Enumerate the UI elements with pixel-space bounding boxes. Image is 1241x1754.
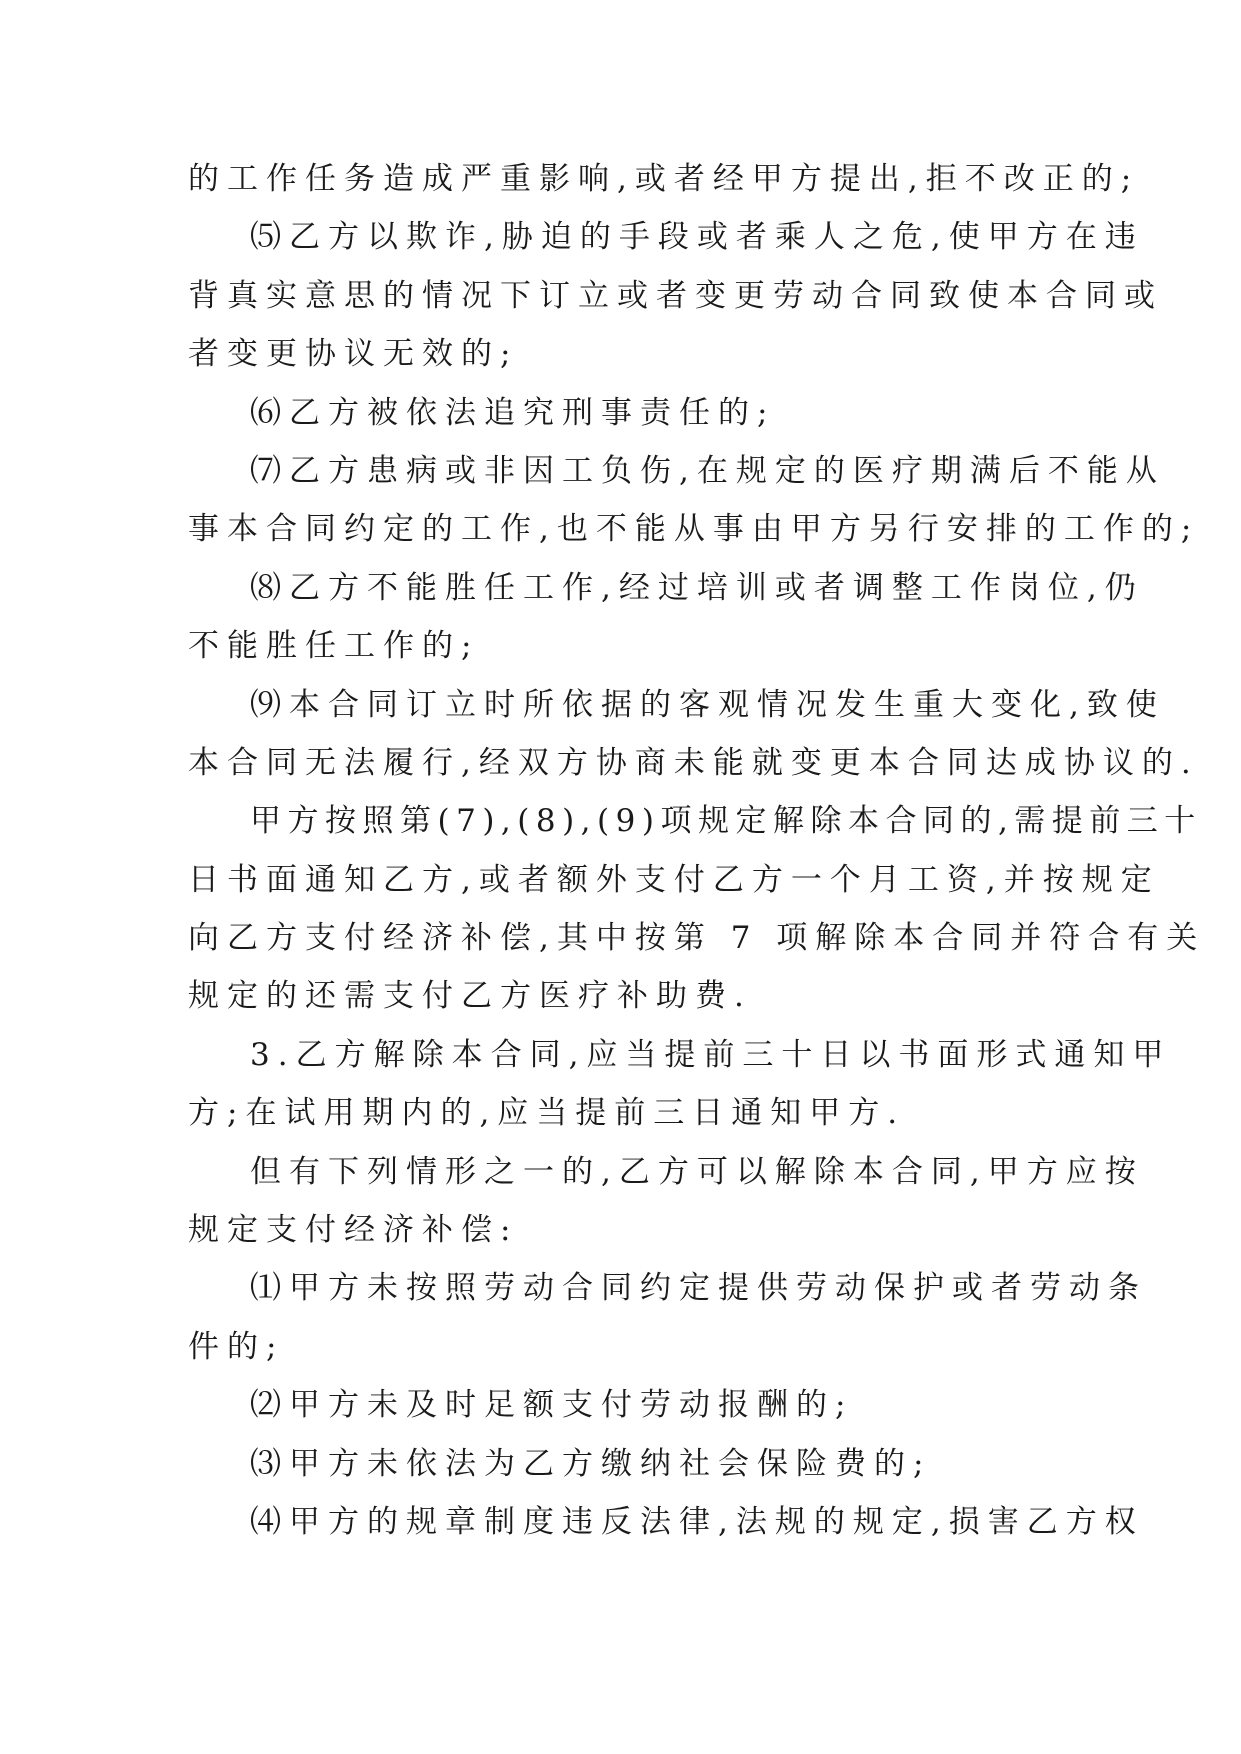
text-line: 3.乙方解除本合同,应当提前三十日以书面形式通知甲 — [250, 1036, 1172, 1073]
text-line: 不能胜任工作的; — [188, 628, 480, 665]
text-line: ⑵甲方未及时足额支付劳动报酬的; — [250, 1387, 854, 1424]
text-line: 本合同无法履行,经双方协商未能就变更本合同达成协议的. — [188, 744, 1199, 781]
text-line: 背真实意思的情况下订立或者变更劳动合同致使本合同或 — [188, 277, 1163, 314]
text-line: 甲方按照第(7),(8),(9)项规定解除本合同的,需提前三十 — [250, 803, 1202, 840]
text-line: 日书面通知乙方,或者额外支付乙方一个月工资,并按规定 — [188, 861, 1160, 898]
text-line: ⑶甲方未依法为乙方缴纳社会保险费的; — [250, 1445, 932, 1482]
text-line: ⑴甲方未按照劳动合同约定提供劳动保护或者劳动条 — [250, 1270, 1147, 1307]
text-line: 但有下列情形之一的,乙方可以解除本合同,甲方应按 — [250, 1153, 1144, 1190]
text-line: 件的; — [188, 1328, 285, 1365]
text-line: ⑼本合同订立时所依据的客观情况发生重大变化,致使 — [250, 686, 1165, 723]
text-line: 方;在试用期内的,应当提前三日通知甲方. — [188, 1095, 906, 1132]
text-line: ⑺乙方患病或非因工负伤,在规定的医疗期满后不能从 — [250, 452, 1165, 489]
text-line: 事本合同约定的工作,也不能从事由甲方另行安排的工作的; — [188, 511, 1200, 548]
text-line: 向乙方支付经济补偿,其中按第 7 项解除本合同并符合有关 — [188, 920, 1206, 957]
text-line: ⑸乙方以欺诈,胁迫的手段或者乘人之危,使甲方在违 — [250, 219, 1144, 256]
text-line: 者变更协议无效的; — [188, 336, 519, 373]
document-body — [188, 160, 1206, 1561]
text-line: 规定支付经济补偿: — [188, 1212, 519, 1249]
text-line: 的工作任务造成严重影响,或者经甲方提出,拒不改正的; — [188, 161, 1140, 197]
text-line: 规定的还需支付乙方医疗补助费. — [188, 978, 752, 1015]
text-line: ⑷甲方的规章制度违反法律,法规的规定,损害乙方权 — [250, 1503, 1144, 1540]
text-line: ⑻乙方不能胜任工作,经过培训或者调整工作岗位,仍 — [250, 569, 1144, 606]
text-line: ⑹乙方被依法追究刑事责任的; — [250, 394, 776, 431]
